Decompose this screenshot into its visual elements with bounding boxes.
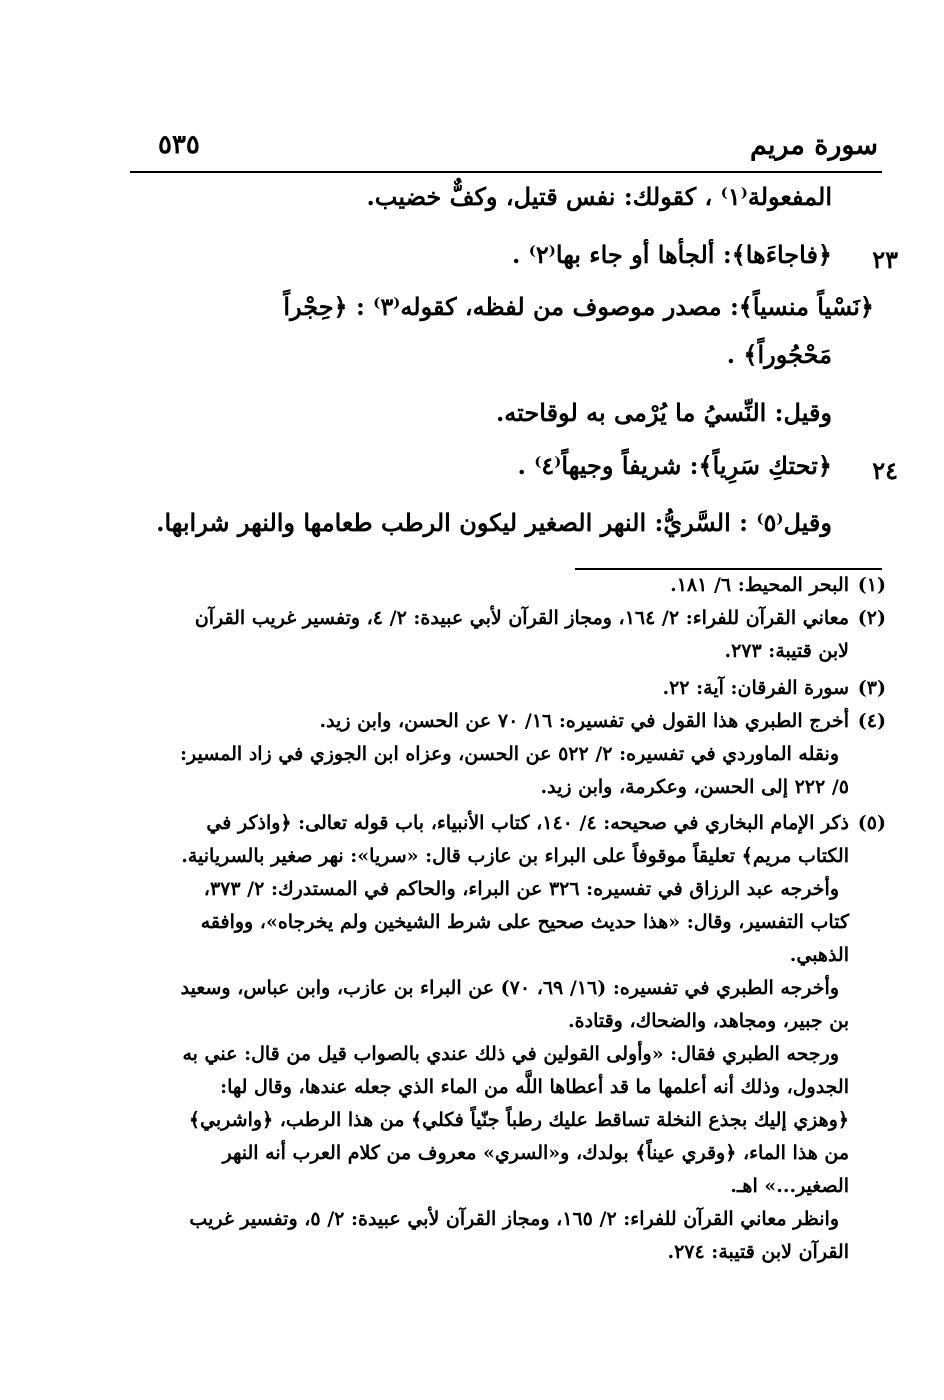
footnote-line: سورة الفرقان: آية: ٢٢. (662, 677, 849, 699)
verse-number: ٢٣ (872, 245, 898, 274)
body-line: ﴿فاجاءَها﴾: ألجأها أو جاء بها⁽٢⁾ . (512, 240, 832, 269)
footnote-line: ونقله الماوردي في تفسيره: ٢/ ٥٢٢ عن الحسن، وعزاه ابن الجوزي في زاد المسير: (179, 743, 839, 765)
footnote-line: ذكر الإمام البخاري في صحيحه: ٤/ ١٤٠، كتاب الأنبياء، باب قوله تعالى: ﴿واذكر في (206, 812, 849, 834)
footnote-line: ٥/ ٢٢٢ إلى الحسن، وعكرمة، وابن زيد. (540, 776, 849, 798)
footnote-line: بن جبير، ومجاهد، والضحاك، وقتادة. (568, 1010, 849, 1032)
footnote-number: (٥) (857, 812, 886, 834)
header-rule (130, 171, 882, 173)
page-number: ٥٣٥ (158, 130, 200, 160)
footnote-number: (١) (857, 574, 886, 596)
footnote-line: الصغير...» اهـ. (730, 1175, 849, 1197)
footnote-line: معاني القرآن للفراء: ٢/ ١٦٤، ومجاز القرآن لأبي عبيدة: ٢/ ٤، وتفسير غريب القرآن (194, 607, 849, 629)
footnote-line: لابن قتيبة: ٢٧٣. (724, 640, 849, 662)
verse-number: ٢٤ (872, 456, 898, 485)
body-line: المفعولة⁽١⁾ ، كقولك: نفس قتيل، وكفٌّ خضيب. (366, 182, 832, 211)
footnote-line: كتاب التفسير، وقال: «هذا حديث صحيح على شرط الشيخين ولم يخرجاه»، ووافقه (200, 911, 849, 933)
footnote-number: (٢) (857, 607, 886, 629)
footnote-number: (٣) (857, 677, 886, 699)
footnote-line: وأخرجه عبد الرزاق في تفسيره: ٣٢٦ عن البراء، والحاكم في المستدرك: ٢/ ٣٧٣، (203, 878, 839, 900)
body-line: مَحْجُوراً﴾ . (726, 340, 832, 369)
footnote-separator (575, 568, 882, 570)
body-line: وقيل⁽٥⁾ : السَّريُّ: النهر الصغير ليكون الرطب طعامها والنهر شرابها. (156, 508, 832, 537)
footnote-line: القرآن لابن قتيبة: ٢٧٤. (667, 1241, 849, 1263)
running-header (130, 130, 882, 166)
body-line: ﴿تحتكِ سَرِياً﴾: شريفاً وجيهاً⁽٤⁾ . (517, 451, 832, 480)
footnote-line: ﴿وهزي إليك بجذع النخلة تساقط عليك رطباً جنّياً فكلي﴾ من هذا الرطب، ﴿واشربي﴾ (188, 1109, 849, 1131)
surah-title: سورة مريم (750, 130, 878, 161)
body-line: وقيل: النِّسيُ ما يُرْمى به لوقاحته. (495, 398, 832, 427)
footnote-line: وأخرجه الطبري في تفسيره: (١٦/ ٦٩، ٧٠) عن البراء بن عازب، وابن عباس، وسعيد (180, 977, 839, 999)
footnote-line: الجدول، وذلك أنه أعلمها ما قد أعطاها اللَّه من الماء الذي جعله عندها، وقال لها: (220, 1076, 849, 1098)
footnote-line: الذهبي. (789, 944, 849, 966)
footnote-line: ورجحه الطبري فقال: «وأولى القولين في ذلك عندي بالصواب قيل من قال: عني به (182, 1043, 839, 1065)
footnote-line: الكتاب مريم﴾ تعليقاً موقوفاً على البراء بن عازب قال: «سريا»: نهر صغير بالسريانية. (181, 845, 849, 867)
footnote-number: (٤) (857, 710, 886, 732)
body-line: ﴿نَسْياً منسياً﴾: مصدر موصوف من لفظه، كقوله⁽٣⁾ : ﴿حِجْراً (283, 292, 874, 321)
footnote-line: من هذا الماء، ﴿وقري عيناً﴾ بولدك، و«السري» معروف من كلام العرب أنه النهر (222, 1142, 849, 1164)
footnote-line: البحر المحيط: ٦/ ١٨١. (670, 574, 849, 596)
footnote-line: وانظر معاني القرآن للفراء: ٢/ ١٦٥، ومجاز القرآن لأبي عبيدة: ٢/ ٥، وتفسير غريب (189, 1208, 839, 1230)
footnote-line: أخرج الطبري هذا القول في تفسيره: ١٦/ ٧٠ عن الحسن، وابن زيد. (319, 710, 849, 732)
